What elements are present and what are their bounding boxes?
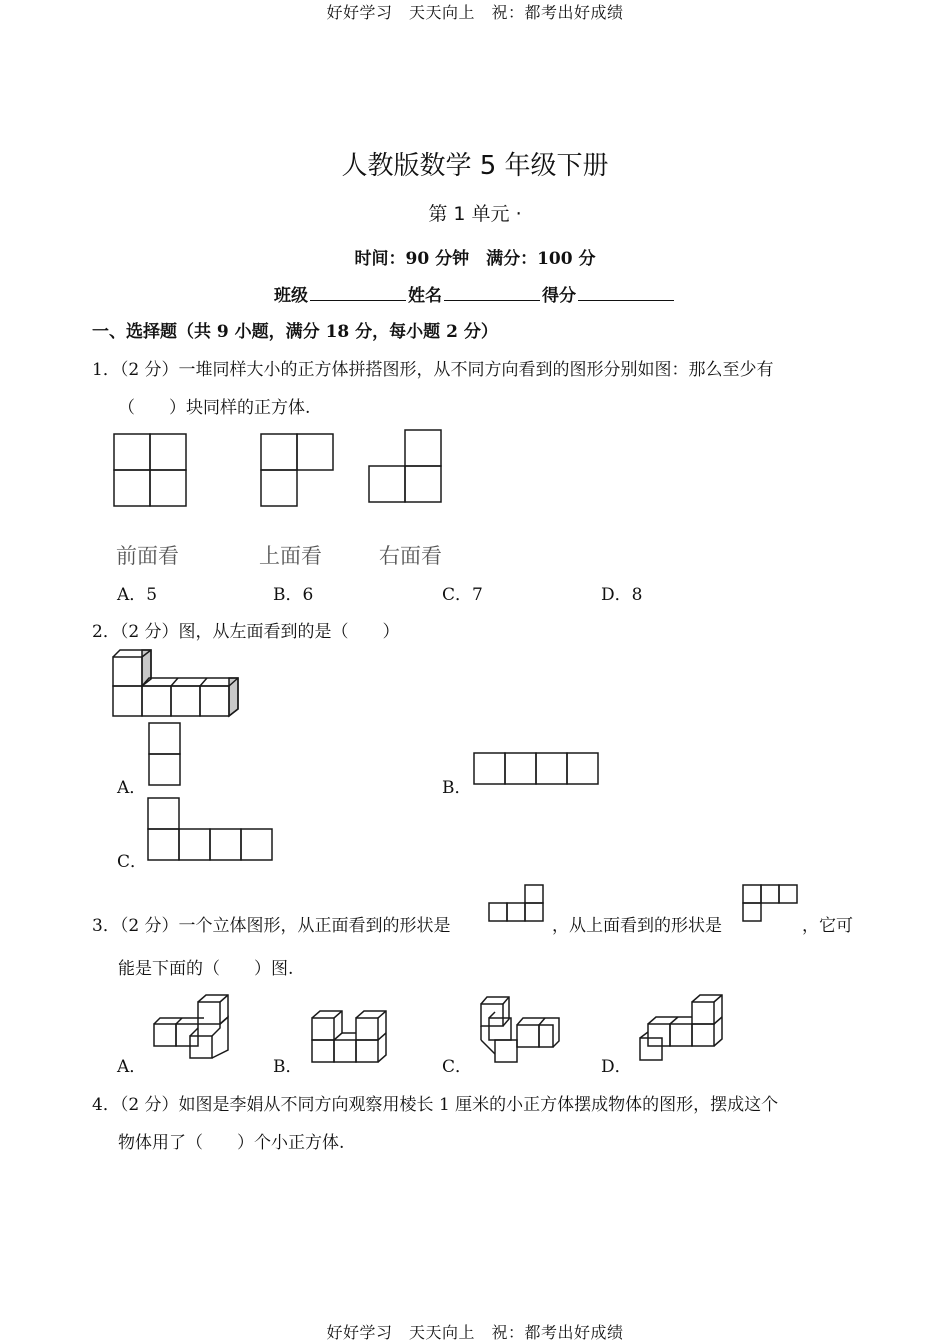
- question-3-part2: ，从上面看到的形状是: [552, 916, 722, 936]
- page-title: 人教版数学 5 年级下册: [341, 151, 609, 181]
- header-motto: 好好学习 天天向上 祝：都考出好成绩: [326, 3, 624, 22]
- footer-motto: 好好学习 天天向上 祝：都考出好成绩: [326, 1323, 624, 1342]
- class-label: 班级: [274, 286, 308, 306]
- q2-option-c-figure[interactable]: [146, 796, 276, 862]
- class-blank: [310, 284, 406, 301]
- question-4-line2: 物体用了（ ）个小正方体.: [118, 1133, 345, 1153]
- q1-option-d[interactable]: D．8: [601, 585, 643, 605]
- q3-front-view-figure: [487, 883, 547, 925]
- q2-option-b[interactable]: B．: [442, 778, 472, 798]
- question-2-line1: 2．（2 分）图，从左面看到的是（ ）: [92, 622, 400, 642]
- q1-right-view-figure: [367, 428, 447, 508]
- q3-option-d-figure[interactable]: [636, 992, 731, 1064]
- name-blank: [444, 284, 540, 301]
- question-4-line1: 4．（2 分）如图是李娟从不同方向观察用棱长 1 厘米的小正方体摆成物体的图形，摆成这个: [92, 1095, 779, 1115]
- q2-solid-figure: [110, 646, 245, 721]
- q2-option-a-figure[interactable]: [147, 721, 183, 787]
- q3-option-a[interactable]: A．: [117, 1057, 147, 1077]
- question-3-part1: 3．（2 分）一个立体图形，从正面看到的形状是: [92, 916, 451, 936]
- q2-option-a[interactable]: A．: [117, 778, 147, 798]
- q3-option-b-figure[interactable]: [308, 1002, 393, 1066]
- q1-top-view-figure: [259, 432, 339, 512]
- question-1-line1: 1．（2 分）一堆同样大小的正方体拼搭图形，从不同方向看到的图形分别如图：那么至少有: [92, 360, 774, 380]
- unit-subtitle: 第 1 单元 ·: [428, 203, 522, 225]
- q3-option-b[interactable]: B．: [273, 1057, 303, 1077]
- q1-view-label-right: 右面看: [379, 544, 442, 568]
- q1-option-b[interactable]: B．6: [273, 585, 314, 605]
- question-1-line2: （ ）块同样的正方体.: [118, 398, 311, 418]
- q1-option-c[interactable]: C．7: [442, 585, 483, 605]
- time-score-info: 时间：90 分钟 满分：100 分: [354, 249, 596, 269]
- q3-option-c[interactable]: C．: [442, 1057, 473, 1077]
- q2-option-b-figure[interactable]: [472, 751, 602, 787]
- section-heading: 一、选择题（共 9 小题，满分 18 分，每小题 2 分）: [92, 322, 498, 342]
- name-label: 姓名: [408, 286, 442, 306]
- q1-option-a[interactable]: A．5: [117, 585, 158, 605]
- score-label: 得分: [542, 286, 576, 306]
- q3-option-a-figure[interactable]: [150, 992, 235, 1064]
- question-3-line2: 能是下面的（ ）图.: [118, 959, 294, 979]
- question-3-part3: ，它可: [802, 916, 853, 936]
- student-info-line: [0, 281, 950, 306]
- q2-option-c[interactable]: C．: [117, 852, 148, 872]
- q3-option-c-figure[interactable]: [475, 992, 560, 1066]
- q1-view-label-front: 前面看: [116, 544, 179, 568]
- q3-top-view-figure: [741, 883, 801, 925]
- q3-option-d[interactable]: D．: [601, 1057, 632, 1077]
- q1-front-view-figure: [112, 432, 192, 512]
- q1-view-label-top: 上面看: [259, 544, 322, 568]
- score-blank: [578, 284, 674, 301]
